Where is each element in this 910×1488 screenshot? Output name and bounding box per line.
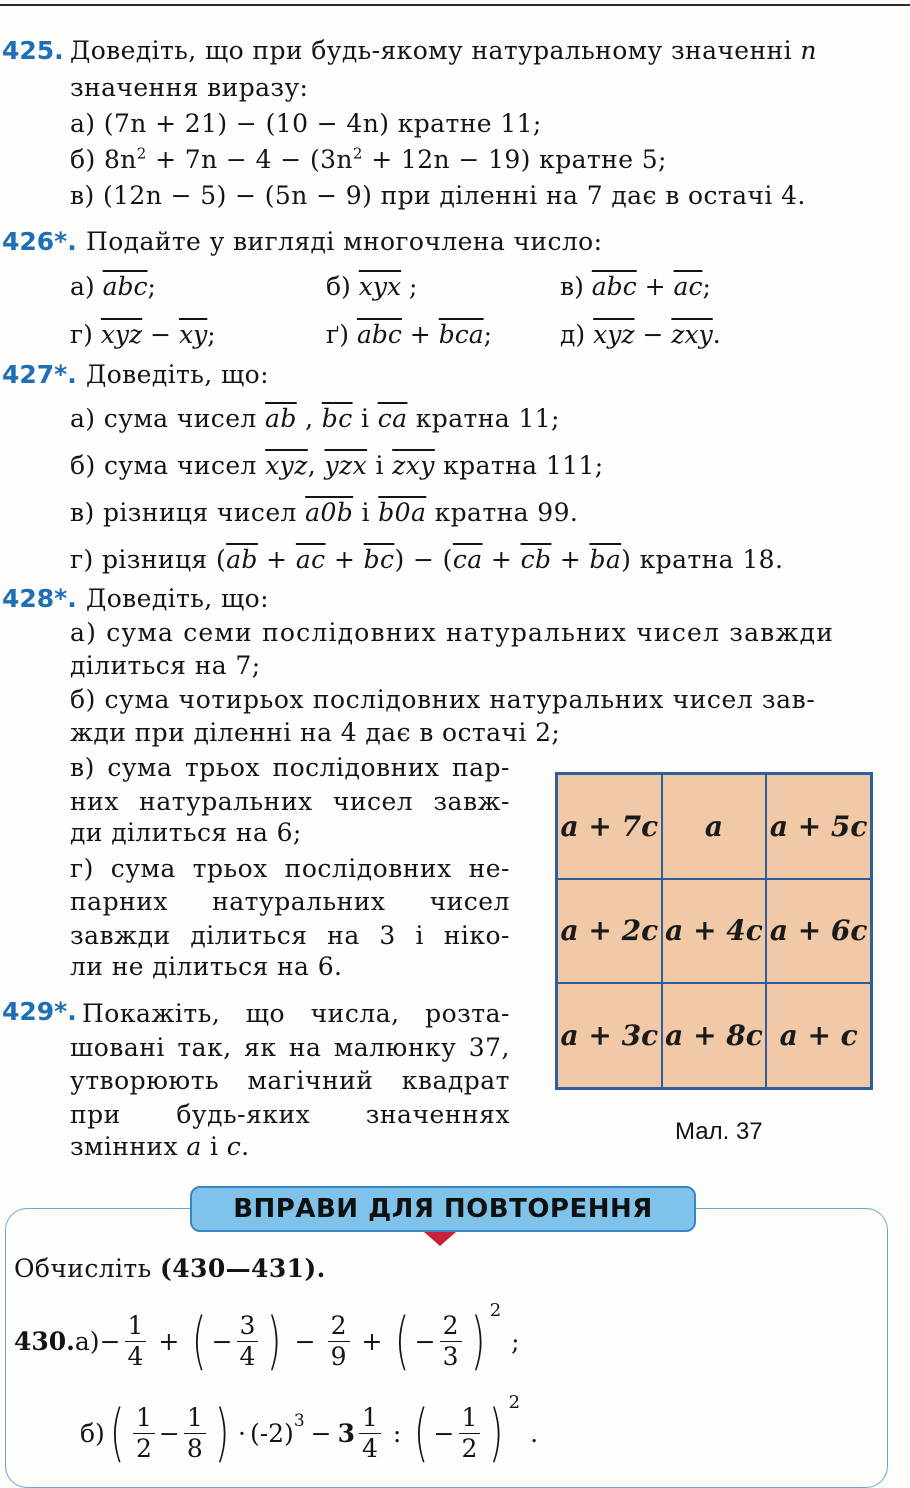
op-divide: : [392,1418,402,1448]
magic-cell: a + 7c [557,774,662,879]
p426-c-num1: $\overline{abc}$ [591,272,637,301]
p427-a-post: кратна 11; [407,404,560,433]
p426-a-label: а) [70,272,95,301]
p426-d-sep: ; [207,320,216,349]
p429-var-c: c [226,1132,242,1161]
magic-cell: a + 5c [766,774,871,879]
p426-d-num1: $\overline{xyz}$ [100,320,143,349]
denominator: 2 [136,1433,152,1463]
paren-right: ) [470,1304,485,1377]
p427-a-c2: і [352,404,378,433]
p427-title: Доведіть, що: [86,360,269,389]
p428-b-line1: б) сума чотирьох послідовних натуральних чисел зав- [70,685,816,714]
p427-c-num1: a0b [305,498,354,527]
fraction [125,1311,147,1372]
p426-b-sep: ; [401,272,418,301]
magic-cell: a + c [766,983,871,1088]
magic-cell: a + 8c [662,983,767,1088]
p426-e-num1: $\overline{abc}$ [356,320,402,349]
semicolon: ; [511,1326,520,1356]
p426-e-op: + [401,320,439,349]
p427-item-a [70,404,560,434]
p426-a-sep: ; [147,272,156,301]
paren-right: ) [489,1396,504,1469]
p427-a-num2: $\overline{bc}$ [321,404,353,433]
p427-b-c1: , [307,451,325,480]
p427-item-b [70,451,604,481]
p427-b-post: кратна 111; [434,451,604,480]
p429-line4: при будь-яких значеннях [70,1100,510,1129]
denominator: 9 [330,1341,347,1371]
magic-cell: a + 3c [557,983,662,1088]
review-banner: ВПРАВИ ДЛЯ ПОВТОРЕННЯ [190,1186,696,1232]
p427-d-post: ) кратна 18. [621,545,784,574]
fraction [440,1311,462,1372]
p426-f-num2: $\overline{zxy}$ [671,320,713,349]
p428-c-line2: них натуральних чисел завж- [70,787,510,816]
p427-d-p4: + [551,545,590,574]
denominator: 2 [461,1433,478,1463]
p426-f-sep: . [712,320,721,349]
p427-b-pre: б) сума чисел [70,451,266,480]
paren-left: ( [109,1396,125,1469]
p429-l5-pre: змінних [70,1132,187,1161]
p426-item-f [560,320,721,350]
p428-a-line1: а) сума семи послідовних натуральних чисел завжди [70,618,835,647]
p426-a-num: $\overline{abc}$ [102,272,148,301]
fraction [133,1403,155,1464]
p425-b-exp2: 2 [352,144,363,163]
p428-d-line2: парних натуральних чисел [70,887,510,916]
p426-item-e [326,320,492,350]
p427-d-num1: $\overline{ab}$ [226,545,258,574]
base-neg-two: (-2) [249,1418,294,1448]
numerator: 2 [440,1311,462,1342]
p428-title: Доведіть, що: [86,584,269,613]
problem-number-425: 425. [2,36,64,65]
op-minus: − [99,1326,121,1356]
problem-number-427: 427*. [2,360,77,389]
magic-cell: a + 4c [662,879,767,984]
p430-a-label: а) [74,1326,100,1356]
p426-e-label: ґ) [326,320,349,349]
op-minus: − [294,1326,316,1356]
p425-b-exp1: 2 [136,144,147,163]
period: . [530,1418,539,1448]
denominator: 4 [362,1433,378,1463]
numerator: 2 [328,1311,350,1342]
p427-d-num3: $\overline{bc}$ [363,545,395,574]
p427-b-num3: $\overline{zxy}$ [392,451,435,480]
p427-c-num2: b0a [378,498,427,527]
p425-b-post: + 12n − 19) кратне 5; [362,145,667,174]
p425-var-n: n [800,36,817,65]
p429-line3: утворюють магічний квадрат [70,1066,510,1095]
op-minus: − [158,1418,180,1448]
magic-square [555,772,873,1090]
p426-item-a [70,272,156,302]
magic-cell: a + 2c [557,879,662,984]
p427-c-c1: і [353,498,379,527]
paren-left: ( [414,1396,429,1469]
numerator: 1 [359,1403,381,1434]
numerator: 1 [184,1403,206,1434]
p426-f-num1: $\overline{xyz}$ [593,320,635,349]
paren-right: ) [214,1396,230,1469]
p427-d-p3: + [482,545,521,574]
p426-d-op: − [142,320,180,349]
p427-b-num2: $\overline{yzx}$ [324,451,368,480]
denominator: 4 [127,1341,144,1371]
p426-c-label: в) [560,272,584,301]
p430-item-b: б) ( $\frac{1}{2}$ − $\frac{1}{8}$ ) · (-2) $^3$ − 3 $\frac{1}{4}$ : ( − $\frac{1}{2}$ ) $^2$ . [80,1392,539,1469]
p429-line5 [70,1132,249,1162]
p430-b-label: б) [80,1418,105,1448]
p427-d-num6: $\overline{ba}$ [589,545,622,574]
p429-l5-post: . [241,1132,250,1161]
fraction [459,1403,481,1464]
p425-item-a: а) (7n + 21) − (10 − 4n) кратне 11; [70,109,542,138]
problem-number-430: 430. [14,1326,75,1356]
p425-b-mid: + 7n − 4 − (3n [146,145,353,174]
p427-d-mid: ) − ( [394,545,453,574]
figure-caption: Мал. 37 [675,1118,763,1145]
fraction [184,1403,206,1464]
p427-d-num5: $\overline{cb}$ [520,545,552,574]
p425-item-c: в) (12n − 5) − (5n − 9) при діленні на 7 дає в остачі 4. [70,181,806,210]
p429-l5-mid: і [201,1132,227,1161]
op-minus: − [414,1326,436,1356]
p426-c-sep: ; [702,272,711,301]
fraction [359,1403,381,1464]
p427-d-num2: $\overline{ac}$ [295,545,326,574]
p427-a-num1: $\overline{ab}$ [265,404,297,433]
numerator: 1 [133,1403,155,1434]
p427-d-p2: + [325,545,364,574]
p429-var-a: a [186,1132,202,1161]
denominator: 4 [239,1341,256,1371]
p428-c-line3: ди ділиться на 6; [70,818,302,847]
numerator: 1 [459,1403,481,1434]
p426-c-op: + [636,272,674,301]
p426-f-op: − [634,320,672,349]
problem-number-426: 426*. [2,227,77,256]
p426-item-b [326,272,417,302]
p429-line2: шовані так, як на малюнку 37, [70,1033,510,1062]
p428-d-line1: г) сума трьох послідовних не- [70,854,510,883]
numerator: 3 [237,1311,259,1342]
p427-d-num4: $\overline{ca}$ [452,545,483,574]
p426-item-d [70,320,216,350]
p426-b-num: $\overline{xyx}$ [358,272,402,301]
p426-item-c [560,272,711,302]
paren-left: ( [395,1304,410,1377]
p427-item-c [70,498,578,528]
p425-line2: значення виразу: [70,73,309,102]
p426-d-num2: $\overline{xy}$ [179,320,208,349]
p427-c-post: кратна 99. [426,498,579,527]
magic-cell: a + 6c [766,879,871,984]
denominator: 3 [442,1341,459,1371]
p427-d-pre: г) різниця ( [70,545,227,574]
p426-b-label: б) [326,272,351,301]
p427-d-p1: + [257,545,296,574]
p430-item-a: 430. а) − $\frac{1}{4}$ + ( − $\frac{3}{4}$ ) − $\frac{2}{9}$ + ( − $\frac{2}{3}$ ) $^2$ ; [14,1300,520,1377]
p426-title: Подайте у вигляді многочлена число: [86,227,603,256]
top-rule [0,4,910,6]
p427-b-c2: і [367,451,393,480]
mixed-whole: 3 [337,1418,355,1448]
review-intro [14,1254,326,1284]
numerator: 1 [125,1311,147,1342]
denominator: 8 [186,1433,203,1463]
p425-line1 [70,36,817,66]
p428-b-line2: жди при діленні на 4 дає в остачі 2; [70,718,561,747]
p428-d-line3: завжди ділиться на 3 і ніко- [70,921,510,950]
banner-pointer-icon [424,1232,456,1246]
p428-d-line4: ли не ділиться на 6. [70,952,343,981]
p427-b-num1: $\overline{xyz}$ [265,451,308,480]
op-multiply: · [237,1418,246,1448]
review-intro-range: (430—431). [160,1254,326,1283]
op-minus: − [211,1326,233,1356]
op-minus: − [310,1418,332,1448]
p427-item-d [70,545,783,575]
p428-c-line1: в) сума трьох послідовних пар- [70,753,510,782]
op-plus: + [361,1326,383,1356]
p429-line1: Покажіть, що числа, розта- [82,999,510,1028]
p427-a-c1: , [296,404,322,433]
p426-e-num2: $\overline{bca}$ [438,320,484,349]
fraction [328,1311,350,1372]
p426-c-num2: $\overline{ac}$ [673,272,703,301]
paren-left: ( [192,1304,207,1377]
fraction [237,1311,259,1372]
p427-a-pre: а) сума чисел [70,404,266,433]
paren-right: ) [267,1304,282,1377]
op-minus: − [433,1418,455,1448]
op-plus: + [158,1326,180,1356]
p426-e-sep: ; [483,320,493,349]
p425-item-b [70,145,667,175]
magic-cell: a [662,774,767,879]
p425-text: Доведіть, що при будь-якому натуральному значенні [70,36,793,65]
p428-a-line2: ділиться на 7; [70,651,261,680]
p426-d-label: г) [70,320,93,349]
p427-a-num3: $\overline{ca}$ [377,404,408,433]
problem-number-429: 429*. [2,997,77,1026]
p427-c-pre: в) різниця чисел [70,498,306,527]
problem-number-428: 428*. [2,584,77,613]
p426-f-label: д) [560,320,586,349]
review-intro-text: Обчисліть [14,1254,161,1283]
p425-b-pre: б) 8n [70,145,137,174]
